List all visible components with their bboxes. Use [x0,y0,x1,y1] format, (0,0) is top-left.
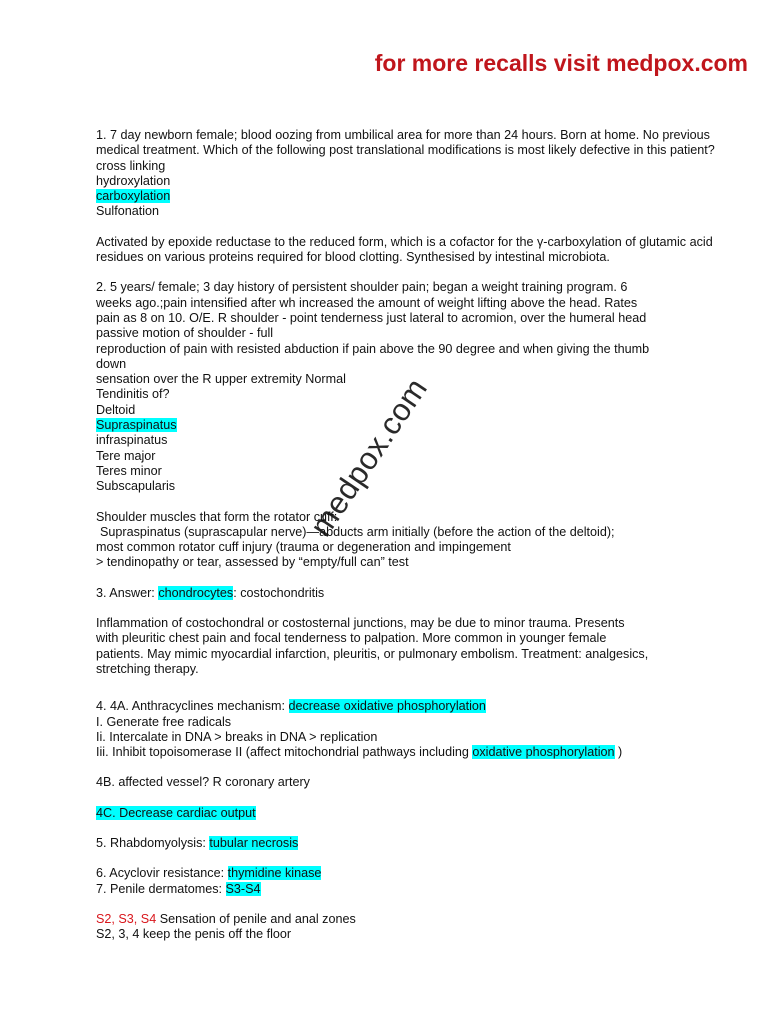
q2-stem-line: passive motion of shoulder - full [96,326,274,341]
q7-mnemonic: S2, 3, 4 keep the penis off the floor [96,927,292,942]
q7-red-text: S2, S3, S4 [96,911,157,926]
q2-option: Subscapularis [96,479,176,494]
q6-answer: thymidine kinase [227,866,322,881]
q2-stem-line: Tendinitis of? [96,387,170,402]
q1-option: cross linking [96,158,166,173]
q3-explanation-line: stretching therapy. [96,661,199,676]
q5-line: 5. Rhabdomyolysis: tubular necrosis [96,835,299,850]
q2-stem-line: pain as 8 on 10. O/E. R shoulder - point tenderness just lateral to acromion, over the humeral head [96,310,647,325]
q2-explanation-line: most common rotator cuff injury (trauma or degeneration and impingement [96,540,511,555]
q4-point-highlight: oxidative phosphorylation [472,745,615,760]
q2-explanation-line: Shoulder muscles that form the rotator cuff: [96,509,338,524]
q6-line: 6. Acyclovir resistance: thymidine kinase [96,866,322,881]
q4-point: Iii. Inhibit topoisomerase II (affect mitochondrial pathways including oxidative phosphorylation ) [96,745,623,760]
q2-stem-line: weeks ago.;pain intensified after wh increased the amount of weight lifting above the head. Rates [96,295,638,310]
q4c-answer: 4C. Decrease cardiac output [96,805,256,820]
q1-option: hydroxylation [96,173,171,188]
q4a-answer: decrease oxidative phosphorylation [288,699,486,714]
q3-explanation-line: patients. May mimic myocardial infarction, pleuritis, or pulmonary embolism. Treatment: analgesics, [96,646,649,661]
q7-note-line: S2, S3, S4 Sensation of penile and anal zones [96,911,356,926]
q2-option: Deltoid [96,402,136,417]
q2-option: Tere major [96,448,156,463]
q2-option-answer: Supraspinatus [96,418,177,433]
q7-answer: S3-S4 [225,881,261,896]
q1-explanation: Activated by epoxide reductase to the reduced form, which is a cofactor for the γ-carboxylation of glutamic acid residues on various proteins required for blood clotting. Synthesised by intestinal microbiota. [96,234,713,265]
document-body [96,128,736,942]
q2-stem-line: sensation over the R upper extremity Normal [96,372,346,387]
q2-explanation-line: Supraspinatus (suprascapular nerve)—abducts arm initially (before the action of the deltoid); [100,524,615,539]
q3-explanation-line: with pleuritic chest pain and focal tenderness to palpation. More common in younger female [96,631,607,646]
q4a-line: 4. 4A. Anthracyclines mechanism: decrease oxidative phosphorylation [96,699,486,714]
q1-option-answer: carboxylation [96,189,171,204]
q2-option: infraspinatus [96,433,168,448]
watermark: medpox.com [303,371,435,543]
q2-option: Teres minor [96,463,162,478]
q7-line: 7. Penile dermatomes: S3-S4 [96,881,261,896]
q2-stem-line: reproduction of pain with resisted abduction if pain above the 90 degree and when giving the thumb [96,341,650,356]
q5-answer: tubular necrosis [209,835,299,850]
q2-explanation-line: > tendinopathy or tear, assessed by “empty/full can” test [96,555,409,570]
q3-answer-line: 3. Answer: chondrocytes: costochondritis [96,585,325,600]
q4b-line: 4B. affected vessel? R coronary artery [96,775,310,790]
q3-explanation-line: Inflammation of costochondral or costosternal junctions, may be due to minor trauma. Presents [96,616,625,631]
q2-stem-line: down [96,356,127,371]
q1-option: Sulfonation [96,204,160,219]
site-banner: for more recalls visit medpox.com [374,50,748,76]
q1-stem: 1. 7 day newborn female; blood oozing from umbilical area for more than 24 hours. Born at home. No previous medical treatment. Which of the following post translational modifications is most likely defective in this patient? [96,128,715,158]
q2-stem-line: 2. 5 years/ female; 3 day history of persistent shoulder pain; began a weight training program. 6 [96,280,628,295]
q3-answer: chondrocytes [158,585,234,600]
q4-point: I. Generate free radicals [96,714,232,729]
q4c-line [96,806,736,821]
q4-point: Ii. Intercalate in DNA > breaks in DNA > replication [96,729,378,744]
